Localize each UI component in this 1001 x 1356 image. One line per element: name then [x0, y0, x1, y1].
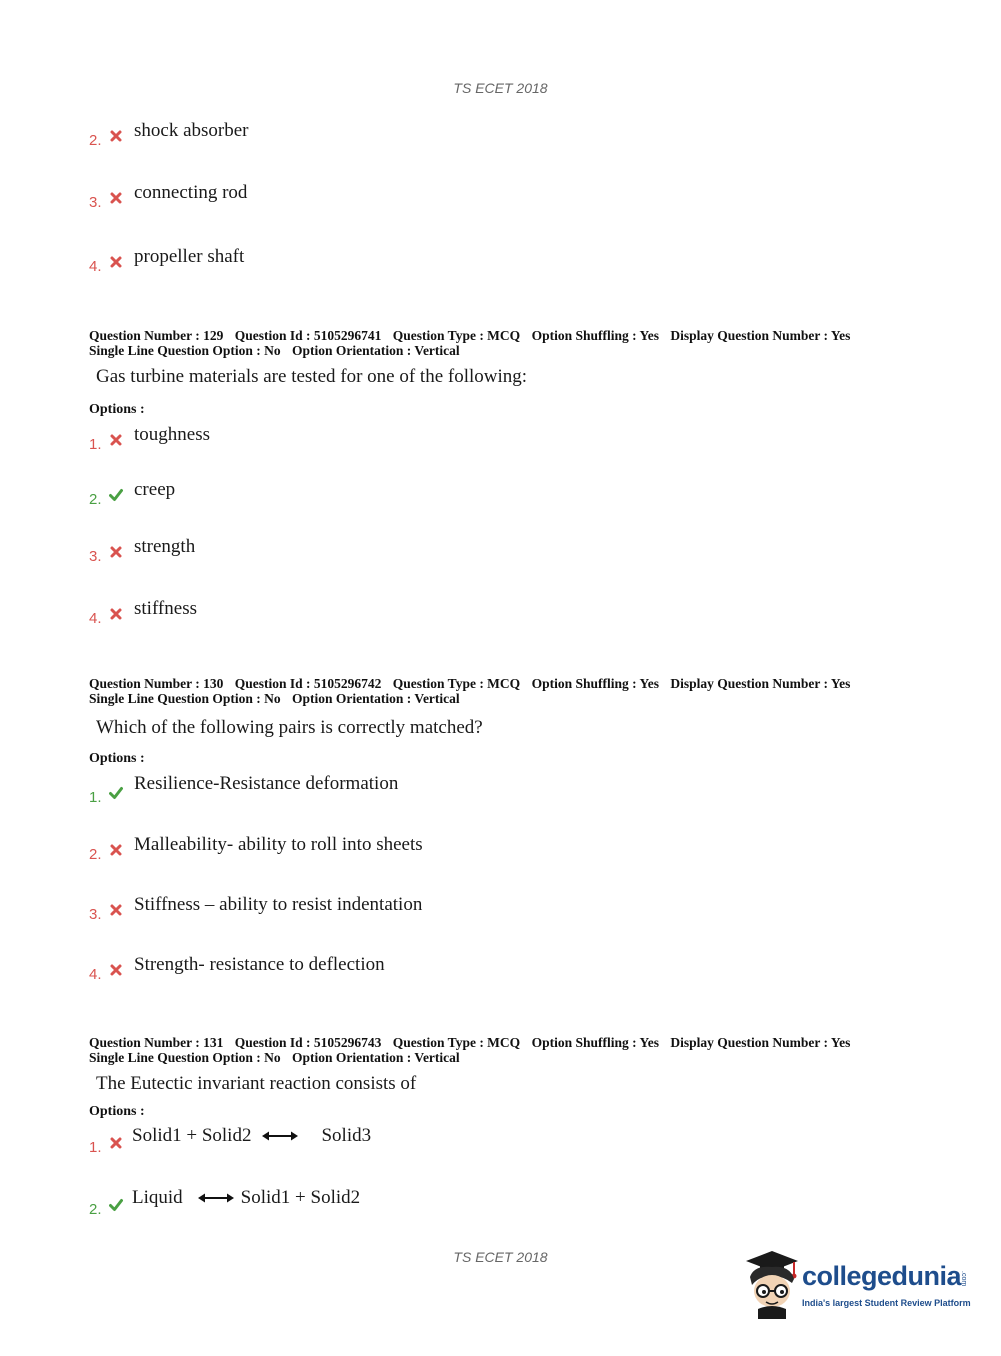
- collegedunia-logo[interactable]: [742, 1247, 972, 1322]
- meta-field: Single Line Question Option : No: [89, 343, 281, 358]
- option-number: 4.: [89, 258, 102, 275]
- meta-field: Display Question Number : Yes: [670, 328, 851, 343]
- question-meta: [89, 328, 919, 358]
- meta-field: Question Id : 5105296742: [234, 676, 382, 691]
- cross-icon: [109, 433, 123, 447]
- meta-field: Option Shuffling : Yes: [531, 676, 659, 691]
- meta-field: Display Question Number : Yes: [670, 676, 851, 691]
- option-number: 1.: [89, 1139, 102, 1156]
- meta-field: Option Orientation : Vertical: [292, 691, 460, 706]
- cross-icon: [109, 129, 123, 143]
- double-arrow-icon: [261, 1129, 299, 1143]
- question-meta: [89, 1035, 919, 1065]
- option-number: 1.: [89, 789, 102, 806]
- meta-field: Question Type : MCQ: [392, 676, 521, 691]
- option-text: creep: [134, 479, 176, 500]
- meta-field: Display Question Number : Yes: [670, 1035, 851, 1050]
- option-number: 4.: [89, 966, 102, 983]
- option-text: Strength- resistance to deflection: [134, 954, 385, 975]
- option-text: propeller shaft: [134, 246, 245, 267]
- formula-right: Solid3: [321, 1125, 372, 1146]
- option-number: 2.: [89, 846, 102, 863]
- option-text: shock absorber: [134, 120, 249, 141]
- page-footer: TS ECET 2018: [453, 1249, 548, 1265]
- page-header: TS ECET 2018: [453, 80, 548, 96]
- options-label: Options :: [89, 751, 145, 766]
- cross-icon: [109, 1136, 123, 1150]
- brand-name: collegedunia: [802, 1261, 962, 1291]
- option-number: 2.: [89, 1201, 102, 1218]
- formula-right: Solid1 + Solid2: [240, 1187, 361, 1208]
- meta-field: Option Shuffling : Yes: [531, 328, 659, 343]
- option-number: 4.: [89, 610, 102, 627]
- cross-icon: [109, 607, 123, 621]
- option-number: 2.: [89, 132, 102, 149]
- option-text: strength: [134, 536, 196, 557]
- option-text: stiffness: [134, 598, 197, 619]
- meta-field: Option Orientation : Vertical: [292, 343, 460, 358]
- option-formula: [132, 1125, 371, 1147]
- option-number: 3.: [89, 906, 102, 923]
- brand-domain: .com: [960, 1271, 967, 1287]
- options-label: Options :: [89, 1104, 145, 1119]
- cross-icon: [109, 963, 123, 977]
- checkmark-icon: [109, 488, 123, 502]
- option-text: Malleability- ability to roll into sheets: [134, 834, 423, 855]
- question-text: The Eutectic invariant reaction consists of: [96, 1073, 417, 1094]
- option-text: toughness: [134, 424, 210, 445]
- cross-icon: [109, 903, 123, 917]
- option-text: Resilience-Resistance deformation: [134, 773, 399, 794]
- option-formula: [132, 1187, 360, 1209]
- meta-field: Option Orientation : Vertical: [292, 1050, 460, 1065]
- option-number: 2.: [89, 491, 102, 508]
- checkmark-icon: [109, 786, 123, 800]
- brand-tagline: India's largest Student Review Platform: [802, 1298, 971, 1308]
- option-text: Stiffness – ability to resist indentation: [134, 894, 423, 915]
- formula-left: Solid1 + Solid2: [132, 1125, 252, 1146]
- checkmark-icon: [109, 1198, 123, 1212]
- options-label: Options :: [89, 402, 145, 417]
- cross-icon: [109, 255, 123, 269]
- option-number: 3.: [89, 194, 102, 211]
- cross-icon: [109, 545, 123, 559]
- meta-field: Option Shuffling : Yes: [531, 1035, 659, 1050]
- double-arrow-icon: [197, 1191, 235, 1205]
- cross-icon: [109, 191, 123, 205]
- meta-field: Question Number : 131: [89, 1035, 224, 1050]
- meta-field: Single Line Question Option : No: [89, 691, 281, 706]
- meta-field: Question Number : 130: [89, 676, 224, 691]
- meta-field: Single Line Question Option : No: [89, 1050, 281, 1065]
- option-text: connecting rod: [134, 182, 248, 203]
- option-number: 1.: [89, 436, 102, 453]
- question-text: Gas turbine materials are tested for one of the following:: [96, 366, 528, 387]
- option-number: 3.: [89, 548, 102, 565]
- question-meta: [89, 676, 919, 706]
- question-text: Which of the following pairs is correctly matched?: [96, 717, 483, 738]
- meta-field: Question Number : 129: [89, 328, 224, 343]
- formula-left: Liquid: [132, 1187, 183, 1208]
- meta-field: Question Id : 5105296741: [234, 328, 382, 343]
- cross-icon: [109, 843, 123, 857]
- mascot-icon: [742, 1247, 802, 1319]
- meta-field: Question Type : MCQ: [392, 328, 521, 343]
- meta-field: Question Type : MCQ: [392, 1035, 521, 1050]
- meta-field: Question Id : 5105296743: [234, 1035, 382, 1050]
